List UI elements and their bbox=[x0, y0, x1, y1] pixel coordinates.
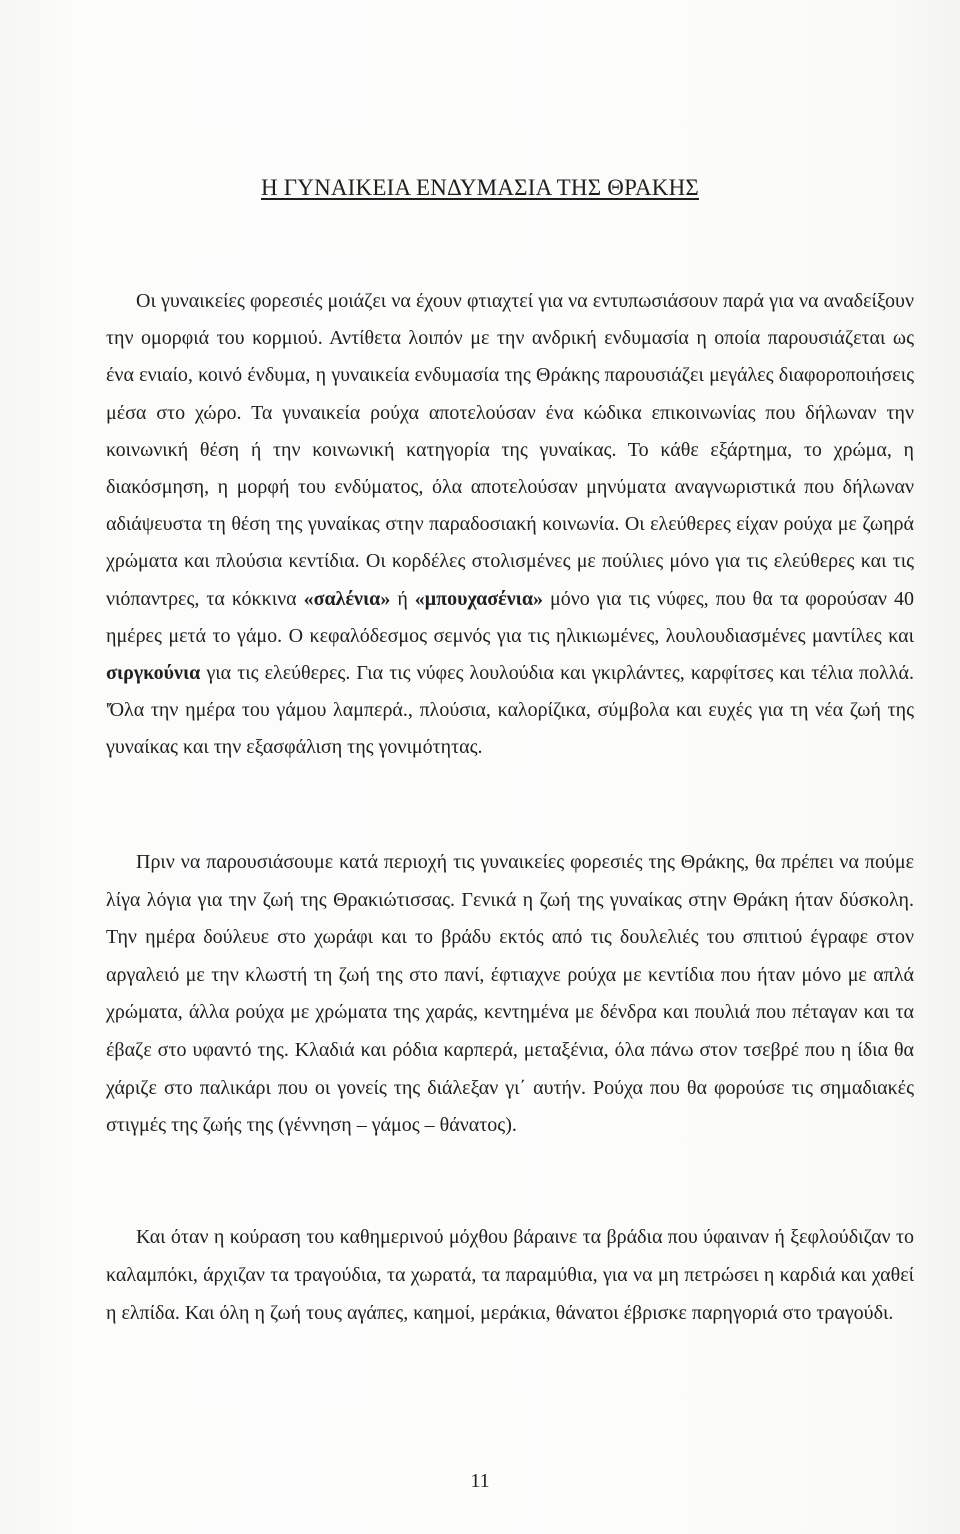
paragraph-1-segment-1: Οι γυναικείες φορεσιές μοιάζει να έχουν φτιαχτεί για να εντυπωσιάσουν παρά για να αναδείξουν την ομορφιά του κορμιού. Αντίθετα λοιπόν με την ανδρική ενδυμασία η οποία παρουσιάζεται ως ένα ενιαίο, κοινό ένδυμα, η γυναικεία ενδυμασία της Θράκης παρουσιάζει μεγάλες διαφοροποιήσεις μέσα στο χώρο. Τα γυναικεία ρούχα αποτελούσαν ένα κώδικα επικοινωνίας που δήλωναν την κοινωνική θέση ή την κοινωνική κατηγορία της γυναίκας. Το κάθε εξάρτημα, το χρώμα, η διακόσμηση, η μορφή του ενδύματος, όλα αποτελούσαν μηνύματα αναγνωριστικά που δήλωναν αδιάψευστα τη θέση της γυναίκας στην παραδοσιακή κοινωνία. Οι ελεύθερες είχαν ρούχα με ζωηρά χρώματα και πλούσια κεντίδια. Οι κορδέλες στολισμένες με πούλιες μόνο για τις ελεύθερες και τις νιόπαντρες, τα κόκκινα bbox=[106, 290, 914, 610]
paragraph-3 bbox=[106, 1219, 914, 1332]
page-title-text: Η ΓΥΝΑΙΚΕΙΑ ΕΝΔΥΜΑΣΙΑ ΤΗΣ ΘΡΑΚΗΣ bbox=[261, 175, 699, 200]
paragraph-2 bbox=[106, 844, 914, 1145]
page-number: 11 bbox=[470, 1470, 490, 1492]
term-mpouchasenia: «μπουχασένια» bbox=[414, 587, 544, 610]
paragraph-3-text: Και όταν η κούραση του καθημερινού μόχθου βάραινε τα βράδια που ύφαιναν ή ξεφλούδιζαν το καλαμπόκι, άρχιζαν τα τραγούδια, τα χωρατά, τα παραμύθια, για να μη πετρώσει η καρδιά και χαθεί η ελπίδα. Και όλη η ζωή τους αγάπες, καημοί, μεράκια, θάνατοι έβρισκε παρηγοριά στο τραγούδι. bbox=[106, 1226, 914, 1324]
paragraph-1-text bbox=[106, 283, 914, 767]
term-sirgkounia: σιργκούνια bbox=[106, 662, 201, 685]
paragraph-1-segment-4: για τις ελεύθερες. Για τις νύφες λουλούδια και γκιρλάντες, καρφίτσες και τέλια πολλά. 'Όλα την ημέρα του γάμου λαμπερά., πλούσια, καλορίζικα, σύμβολα και ευχές για τη νέα ζωή της γυναίκας και την εξασφάλιση της γονιμότητας. bbox=[106, 662, 914, 759]
paragraph-1-segment-3: μόνο για τις νύφες, που θα τα φορούσαν 40 ημέρες μετά το γάμο. Ο κεφαλόδεσμος σεμνός για τις ηλικιωμένες, λουλουδιασμένες μαντίλες και bbox=[106, 587, 914, 647]
paragraph-2-text: Πριν να παρουσιάσουμε κατά περιοχή τις γυναικείες φορεσιές της Θράκης, θα πρέπει να πούμε λίγα λόγια για την ζωή της Θρακιώτισσας. Γενικά η ζωή της γυναίκας στην Θράκη ήταν δύσκολη. Την ημέρα δούλευε στο χωράφι και το βράδυ εκτός από τις δουλελιές του σπιτιού έγραφε στον αργαλειό με την κλωστή τη ζωή της στο πανί, έφτιαχνε ρούχα με κεντίδια που ήταν μόνο με απλά χρώματα, άλλα ρούχα με χρώματα της χαράς, κεντημένα με δένδρα και πουλιά που πέταγαν και τα έβαζε στο υφαντό της. Κλαδιά και ρόδια καρπερά, μεταξένια, όλα πάνω στον τσεβρέ που η ίδια θα χάριζε στο παλικάρι που οι γονείς της διάλεξαν γι΄ αυτήν. Ρούχα που θα φορούσε τις σημαδιακές στιγμές της ζωής της (γέννηση – γάμος – θάνατος). bbox=[106, 851, 914, 1137]
term-salenia: «σαλένια» bbox=[303, 587, 391, 610]
paragraph-1 bbox=[106, 283, 914, 767]
page-title bbox=[0, 173, 960, 203]
paragraph-1-segment-2: ή bbox=[390, 587, 415, 610]
